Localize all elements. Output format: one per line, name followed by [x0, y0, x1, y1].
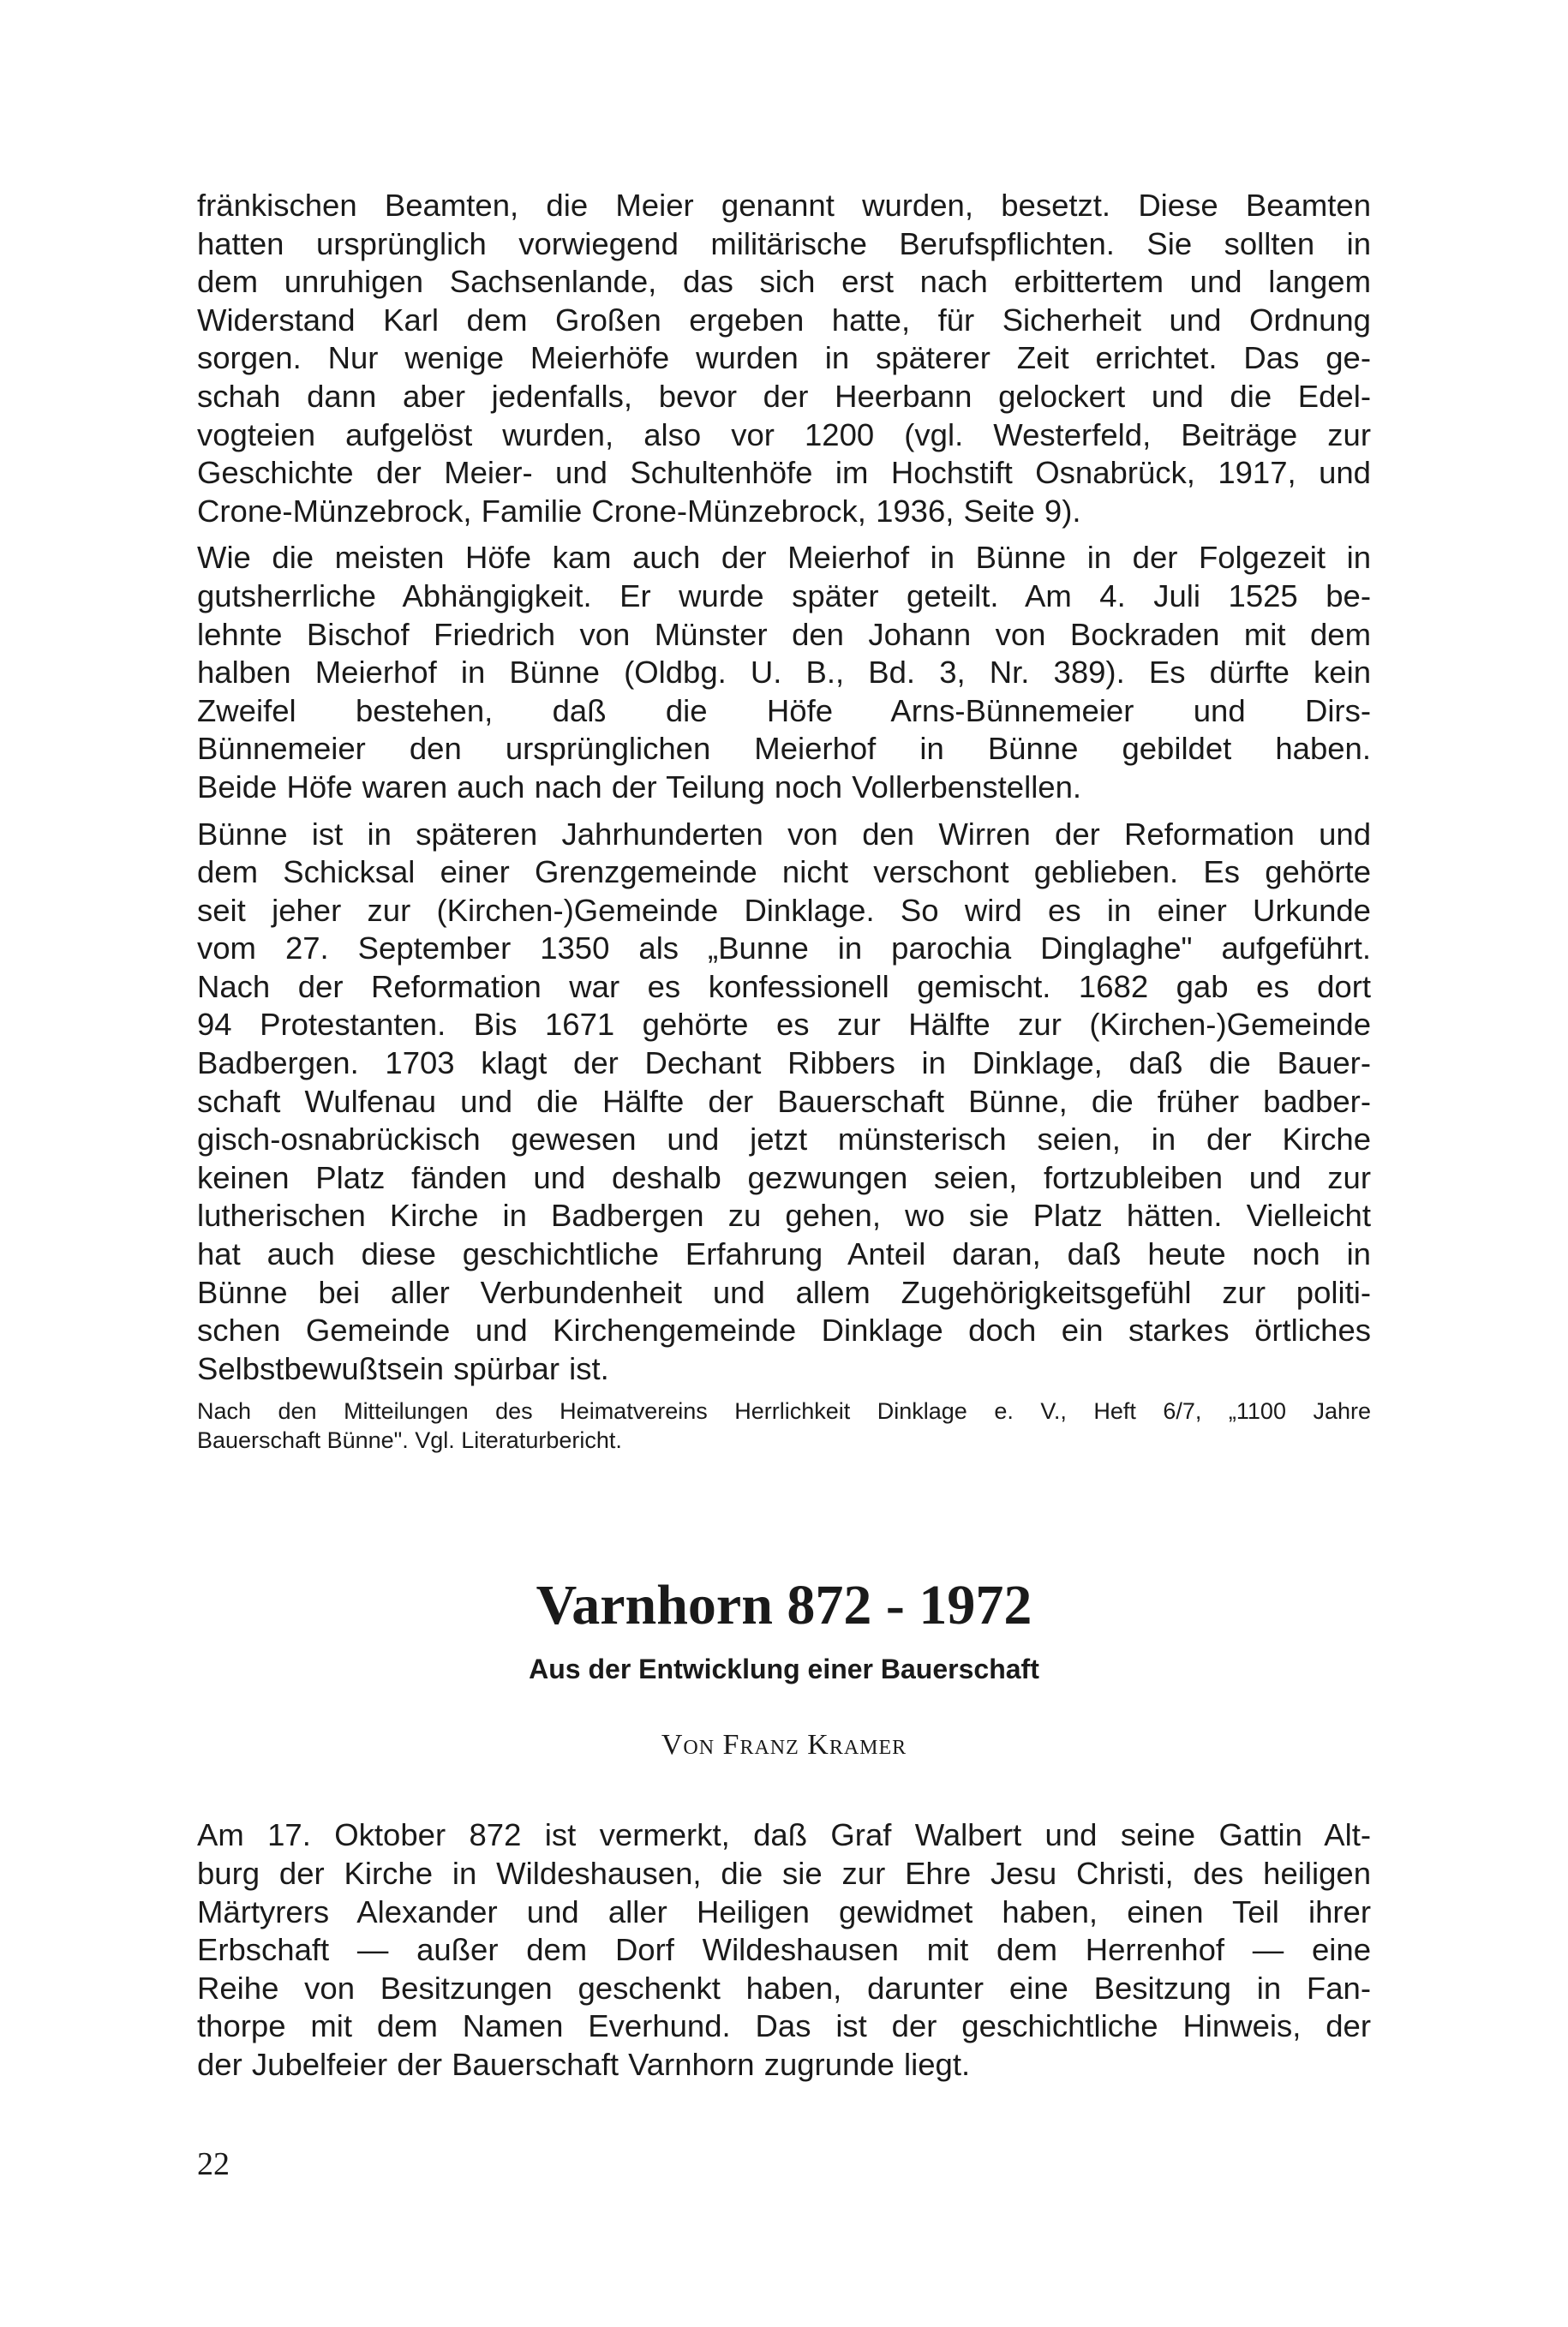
footnote — [197, 1397, 1371, 1455]
text-line: Badbergen. 1703 klagt der Dechant Ribbers in Dinklage, daß die Bauer- — [197, 1045, 1371, 1081]
text-line: lutherischen Kirche in Badbergen zu gehen, wo sie Platz hätten. Vielleicht — [197, 1198, 1371, 1234]
text-line: schen Gemeinde und Kirchengemeinde Dinklage doch ein starkes örtliches — [197, 1313, 1371, 1349]
text-line: Bünnemeier den ursprünglichen Meierhof in Bünne gebildet haben. — [197, 731, 1371, 767]
text-line: Bünne bei aller Verbundenheit und allem Zugehörigkeitsgefühl zur politi- — [197, 1274, 1371, 1310]
text-line: seit jeher zur (Kirchen-)Gemeinde Dinklage. So wird es in einer Urkunde — [197, 892, 1371, 928]
text-line: Bünne ist in späteren Jahrhunderten von den Wirren der Reformation und — [197, 816, 1371, 852]
paragraph-1 — [197, 187, 1371, 530]
text-line: vom 27. September 1350 als „Bunne in parochia Dinglaghe" aufgeführt. — [197, 930, 1371, 966]
text-line: hatten ursprünglich vorwiegend militärische Berufspflichten. Sie sollten in — [197, 225, 1371, 261]
text-line: Beide Höfe waren auch nach der Teilung noch Vollerbenstellen. — [197, 769, 1082, 805]
text-line: Reihe von Besitzungen geschenkt haben, darunter eine Besitzung in Fan- — [197, 1970, 1371, 2006]
text-line: Wie die meisten Höfe kam auch der Meierhof in Bünne in der Folgezeit in — [197, 540, 1371, 576]
paragraph-2 — [197, 539, 1371, 806]
text-line: Selbstbewußtsein spürbar ist. — [197, 1350, 609, 1386]
article-body — [197, 1816, 1371, 2084]
page-content — [197, 187, 1371, 2093]
text-line: Nach der Reformation war es konfessionell gemischt. 1682 gab es dort — [197, 968, 1371, 1004]
text-line: keinen Platz fänden und deshalb gezwungen seien, fortzubleiben und zur — [197, 1159, 1371, 1195]
text-line: lehnte Bischof Friedrich von Münster den Johann von Bockraden mit dem — [197, 616, 1371, 652]
text-line: gisch-osnabrückisch gewesen und jetzt münsterisch seien, in der Kirche — [197, 1122, 1371, 1158]
paragraph-3 — [197, 816, 1371, 1389]
text-line: thorpe mit dem Namen Everhund. Das ist der geschichtliche Hinweis, der — [197, 2008, 1371, 2044]
text-line: 94 Protestanten. Bis 1671 gehörte es zur Hälfte zur (Kirchen-)Gemeinde — [197, 1007, 1371, 1043]
text-line: der Jubelfeier der Bauerschaft Varnhorn zugrunde liegt. — [197, 2046, 971, 2082]
page-number: 22 — [197, 2146, 230, 2182]
text-line: hat auch diese geschichtliche Erfahrung Anteil daran, daß heute noch in — [197, 1236, 1371, 1272]
article-title: Varnhorn 872 - 1972 — [536, 1574, 1032, 1637]
footnote-line: Bauerschaft Bünne". Vgl. Literaturbericht. — [197, 1427, 622, 1454]
text-line: fränkischen Beamten, die Meier genannt wurden, besetzt. Diese Beamten — [197, 188, 1371, 223]
text-line: Widerstand Karl dem Großen ergeben hatte, für Sicherheit und Ordnung — [197, 302, 1371, 338]
article-byline: Von Franz Kramer — [661, 1729, 907, 1762]
text-line: Märtyrers Alexander und aller Heiligen gewidmet haben, einen Teil ihrer — [197, 1893, 1371, 1929]
text-line: Geschichte der Meier- und Schultenhöfe im Hochstift Osnabrück, 1917, und — [197, 455, 1371, 491]
text-line: schaft Wulfenau und die Hälfte der Bauerschaft Bünne, die früher badber- — [197, 1083, 1371, 1119]
text-line: vogteien aufgelöst wurden, also vor 1200 (vgl. Westerfeld, Beiträge zur — [197, 416, 1371, 452]
article-subtitle: Aus der Entwicklung einer Bauerschaft — [529, 1654, 1039, 1685]
text-line: schah dann aber jedenfalls, bevor der Heerbann gelockert und die Edel- — [197, 378, 1371, 414]
text-line: halben Meierhof in Bünne (Oldbg. U. B., Bd. 3, Nr. 389). Es dürfte kein — [197, 655, 1371, 691]
footnote-line: Nach den Mitteilungen des Heimatvereins Herrlichkeit Dinklage e. V., Heft 6/7, „1100 Jahre — [197, 1398, 1371, 1425]
text-line: sorgen. Nur wenige Meierhöfe wurden in späterer Zeit errichtet. Das ge- — [197, 340, 1371, 376]
text-line: Am 17. Oktober 872 ist vermerkt, daß Graf Walbert und seine Gattin Alt- — [197, 1817, 1371, 1853]
text-line: dem Schicksal einer Grenzgemeinde nicht verschont geblieben. Es gehörte — [197, 854, 1371, 890]
text-line: dem unruhigen Sachsenlande, das sich erst nach erbittertem und langem — [197, 264, 1371, 300]
text-line: burg der Kirche in Wildeshausen, die sie zur Ehre Jesu Christi, des heiligen — [197, 1856, 1371, 1891]
text-line: gutsherrliche Abhängigkeit. Er wurde später geteilt. Am 4. Juli 1525 be- — [197, 577, 1371, 613]
text-line: Crone-Münzebrock, Familie Crone-Münzebrock, 1936, Seite 9). — [197, 493, 1081, 529]
text-line: Zweifel bestehen, daß die Höfe Arns-Bünnemeier und Dirs- — [197, 692, 1371, 728]
text-line: Erbschaft — außer dem Dorf Wildeshausen mit dem Herrenhof — eine — [197, 1932, 1371, 1968]
